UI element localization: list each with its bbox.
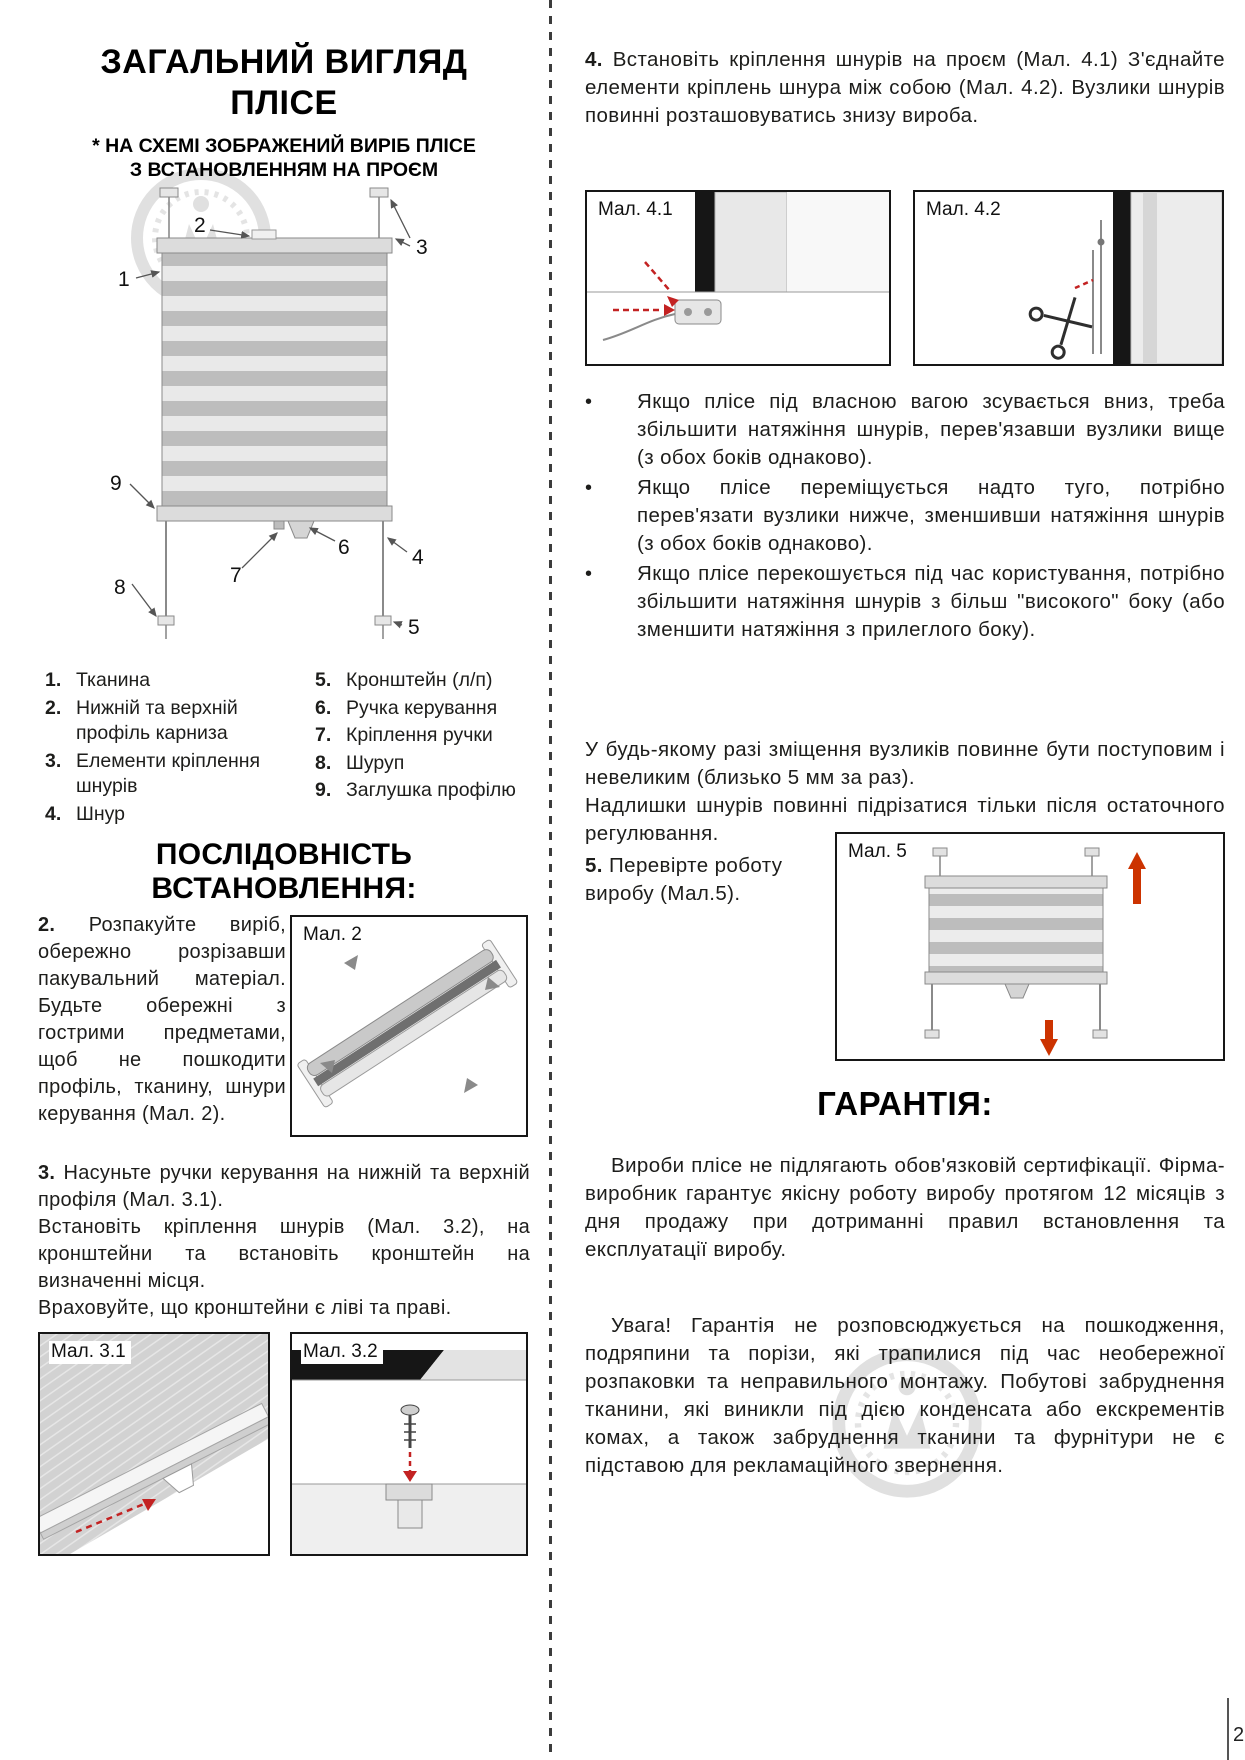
page-subtitle-line2: З ВСТАНОВЛЕННЯМ НА ПРОЄМ bbox=[129, 159, 439, 181]
handle-mount-icon bbox=[274, 521, 284, 529]
legend-item bbox=[315, 751, 533, 777]
legend-num: 8. bbox=[315, 751, 332, 774]
legend-num: 3. bbox=[45, 749, 62, 772]
step-2-number: 2. bbox=[38, 914, 56, 936]
legend-item bbox=[45, 749, 307, 800]
figure-3-1 bbox=[38, 1332, 270, 1556]
page-title-line1: ЗАГАЛЬНИЙ ВИГЛЯД bbox=[100, 43, 468, 81]
figure-3-2-label: Мал. 3.2 bbox=[301, 1341, 383, 1364]
legend-text: Елементи кріплення шнурів bbox=[76, 749, 261, 797]
note-line1: У будь-якому разі зміщення вузликів повинне бути поступовим і невеликим (близько 5 мм за раз). bbox=[585, 738, 1225, 789]
figure-5 bbox=[835, 832, 1225, 1061]
legend-text: Тканина bbox=[76, 669, 151, 691]
bottom-profile-icon bbox=[157, 506, 392, 521]
bullet-marker: • bbox=[585, 477, 593, 499]
bullet-item bbox=[585, 560, 1225, 644]
bullet-text: Якщо плісе переміщується надто туго, потрібно перев'язати вузлики нижче, зменшивши натяжіння шнурів (з обох боків однаково). bbox=[637, 476, 1225, 555]
legend-item bbox=[315, 668, 533, 694]
figure-4-2-label: Мал. 4.2 bbox=[924, 199, 1006, 222]
page-number: 2 bbox=[1233, 1724, 1245, 1746]
figure-5-label: Мал. 5 bbox=[846, 841, 912, 864]
legend-column-1 bbox=[45, 668, 307, 829]
part-number-5: 5 bbox=[408, 616, 420, 639]
bullet-item bbox=[585, 388, 1225, 472]
adjustment-bullets bbox=[585, 388, 1225, 646]
figure-2-label: Мал. 2 bbox=[301, 924, 367, 947]
step-4-paragraph bbox=[585, 46, 1225, 130]
note-line2: Надлишки шнурів повинні підрізатися тільки після остаточного регулювання. bbox=[585, 794, 1225, 845]
legend-num: 5. bbox=[315, 669, 332, 691]
legend-item bbox=[315, 696, 533, 722]
step-5-number: 5. bbox=[585, 854, 603, 877]
legend-item bbox=[45, 696, 307, 747]
step-3-line2: Встановіть кріплення шнурів (Мал. 3.2), на кронштейни та встановіть кронштейн на визначенні місця. bbox=[38, 1216, 530, 1292]
bullet-text: Якщо плісе під власною вагою зсувається вниз, треба збільшити натяжіння шнурів, перев'язавши вузлики вище (з обох боків однаково). bbox=[637, 390, 1225, 469]
cords-icon bbox=[158, 521, 391, 639]
page-title bbox=[38, 42, 530, 124]
step-4-number: 4. bbox=[585, 48, 603, 71]
figure-2-drawing-packed-profiles bbox=[292, 917, 526, 1135]
warranty-paragraph-1: Вироби плісе не підлягають обов'язковій сертифікації. Фірма-виробник гарантує якісну роботу виробу протягом 12 місяців з дня продажу при дотриманні правил встановлення та експлуатації виробу. bbox=[585, 1154, 1225, 1261]
footer-rule bbox=[1227, 1698, 1229, 1760]
warranty-paragraph-2: Увага! Гарантія не розповсюджується на пошкодження, подряпини та порізи, які трапилися під час необережної розпаковки та неправильного монтажу. Побутові забруднення тканини, які виникли під дією конденсата або екскрементів комах, а також забруднення тканини та фурнітури не є підставою для рекламаційного звернення. bbox=[585, 1314, 1225, 1477]
column-divider bbox=[549, 0, 552, 1760]
legend-text: Шнур bbox=[76, 802, 126, 825]
legend-text: Ручка керування bbox=[346, 696, 498, 719]
bullet-item bbox=[585, 474, 1225, 558]
section-title-installation: ПОСЛІДОВНІСТЬ ВСТАНОВЛЕННЯ: bbox=[151, 838, 417, 905]
section-title-warranty: ГАРАНТІЯ: bbox=[817, 1085, 993, 1122]
page-subtitle bbox=[38, 134, 530, 182]
bullet-marker: • bbox=[585, 391, 593, 413]
figure-3-2-drawing-screw-install bbox=[292, 1334, 526, 1554]
legend-text: Нижній та верхній профіль карниза bbox=[76, 696, 238, 744]
legend-num: 2. bbox=[45, 696, 62, 719]
step-2-text: Розпакуйте виріб, обережно розрізавши пакувальний матеріал. Будьте обережні з гострими предметами, щоб не пошкодити профіль, тканину, шнури керування (Мал. 2). bbox=[38, 914, 286, 1125]
figure-4-1 bbox=[585, 190, 891, 366]
legend-text: Заглушка профілю bbox=[346, 779, 516, 801]
step-5-text: Перевірте роботу виробу (Мал.5). bbox=[585, 854, 783, 905]
legend-item bbox=[315, 723, 533, 749]
figure-3-1-drawing-handle-install bbox=[40, 1334, 268, 1554]
legend-num: 7. bbox=[315, 724, 332, 746]
legend-num: 4. bbox=[45, 802, 62, 825]
bullet-text: Якщо плісе перекошується під час користування, потрібно збільшити натяжіння шнурів з більш "високого" боку (або зменшити натяжіння з прилеглого боку). bbox=[637, 562, 1225, 641]
legend-item bbox=[315, 778, 533, 804]
step-3-paragraph bbox=[38, 1160, 530, 1322]
top-clip-icon bbox=[252, 230, 276, 239]
part-number-1: 1 bbox=[118, 268, 130, 291]
part-number-2: 2 bbox=[194, 214, 206, 237]
legend-text: Кріплення ручки bbox=[346, 724, 493, 746]
figure-4-2 bbox=[913, 190, 1224, 366]
page-subtitle-line1: * НА СХЕМІ ЗОБРАЖЕНИЙ ВИРІБ ПЛІСЕ bbox=[92, 135, 476, 157]
page-title-line2: ПЛІСЕ bbox=[230, 84, 338, 122]
legend-text: Шуруп bbox=[346, 751, 405, 774]
figure-5-drawing-operation-check bbox=[837, 834, 1223, 1059]
figure-3-2 bbox=[290, 1332, 528, 1556]
step-4-text: Встановіть кріплення шнурів на проєм (Мал. 4.1) З'єднайте елементи кріплень шнура між собою (Мал. 4.2). Вузлики шнурів повинні розташовуватись знизу вироба. bbox=[585, 48, 1225, 127]
step-3-number: 3. bbox=[38, 1162, 56, 1184]
control-handle-icon bbox=[288, 521, 314, 538]
step-5-paragraph bbox=[585, 852, 820, 908]
legend-num: 6. bbox=[315, 696, 332, 719]
legend-item bbox=[45, 802, 307, 828]
part-number-3: 3 bbox=[416, 236, 428, 259]
step-2-paragraph bbox=[38, 912, 286, 1128]
legend-column-2 bbox=[315, 668, 533, 806]
part-number-4: 4 bbox=[412, 546, 424, 569]
part-number-7: 7 bbox=[230, 564, 242, 587]
step-3-text1: Насуньте ручки керування на нижній та верхній профіля (Мал. 3.1). bbox=[38, 1162, 530, 1211]
figure-4-1-label: Мал. 4.1 bbox=[596, 199, 678, 222]
legend-text: Кронштейн (л/п) bbox=[346, 669, 493, 691]
legend-num: 1. bbox=[45, 669, 62, 691]
part-number-6: 6 bbox=[338, 536, 350, 559]
figure-2 bbox=[290, 915, 528, 1137]
bullet-marker: • bbox=[585, 563, 593, 585]
step-3-line3: Враховуйте, що кронштейни є ліві та праві. bbox=[38, 1297, 452, 1319]
legend-item bbox=[45, 668, 307, 694]
product-overview-diagram bbox=[52, 176, 502, 656]
legend-num: 9. bbox=[315, 779, 332, 801]
figure-3-1-label: Мал. 3.1 bbox=[49, 1341, 131, 1364]
part-number-9: 9 bbox=[110, 472, 122, 495]
pleated-fabric-icon bbox=[162, 253, 387, 506]
top-profile-icon bbox=[157, 238, 392, 253]
part-number-8: 8 bbox=[114, 576, 126, 599]
step-3-line1 bbox=[38, 1160, 530, 1214]
